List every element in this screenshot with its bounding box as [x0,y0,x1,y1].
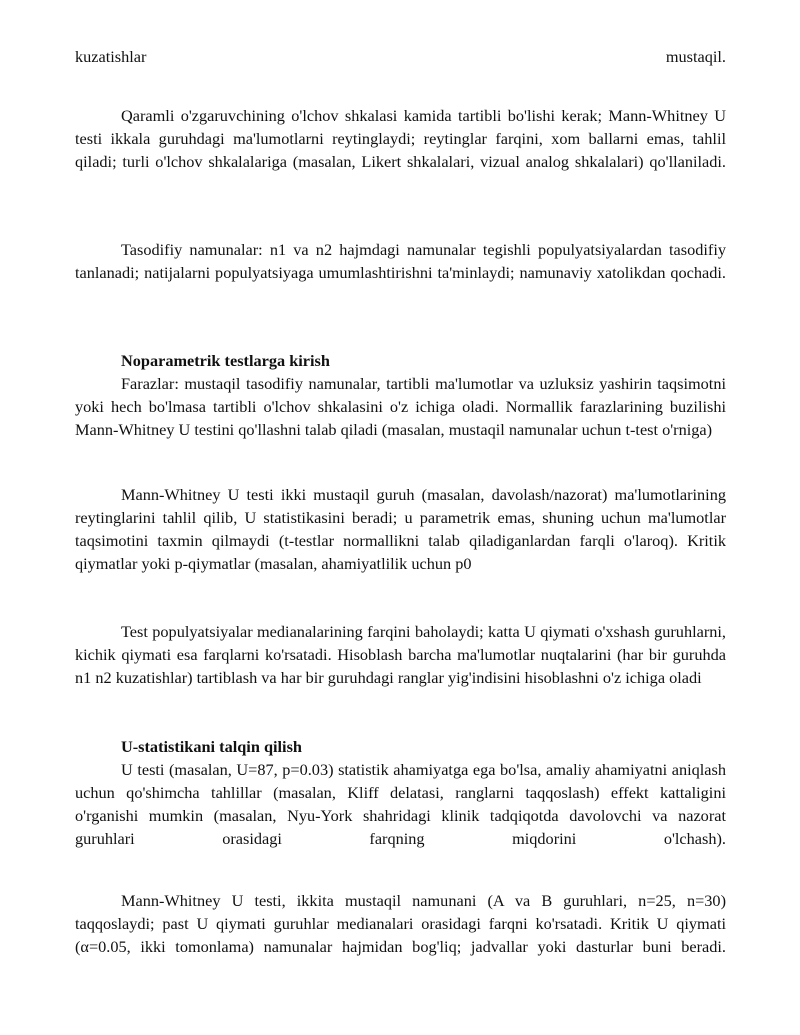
paragraph-comparison: Mann-Whitney U testi, ikkita mustaqil namunani (A va B guruhlari, n=25, n=30) taqqoslaydi; past U qiymati guruhlar medianalari orasidagi farqni ko'rsatadi. Kritik U qiymati (α=0.05, ikki tomonlama) namunalar hajmidan bog'liq; jadvallar yoki dasturlar buni beradi. [75,891,726,957]
heading-u-statistic: U-statistikani talqin qilish [121,737,302,756]
paragraph-assumptions: Farazlar: mustaqil tasodifiy namunalar, tartibli ma'lumotlar va uzluksiz yashirin taqsimotni yoki hech bo'lmasa tartibli o'lchov shkalasini o'z ichiga oladi. Normallik farazlarining buzilishi Mann-Whitney U testini qo'llashni talab qiladi (masalan, mustaqil namunalar uchun t-test o'rniga) [75,374,726,440]
top-line [75,45,726,68]
heading-nonparametric: Noparametrik testlarga kirish [121,351,330,370]
top-line-right: mustaqil. [665,47,726,66]
paragraph-medians: Test populyatsiyalar medianalarining farqini baholaydi; katta U qiymati o'xshash guruhlarni, kichik qiymati esa farqlarni ko'rsatadi. Hisoblash barcha ma'lumotlar nuqtalarini (har bir guruhda n1 n2 kuzatishlar) tartiblash va har bir guruhdagi ranglar yig'indisini hisoblashni o'z ichiga oladi [75,622,726,688]
paragraph-interpretation: U testi (masalan, U=87, p=0.03) statistik ahamiyatga ega bo'lsa, amaliy ahamiyatni aniqlash uchun qo'shimcha tahlillar (masalan, Kliff delatasi, ranglarni taqqoslash) effekt kattaligini o'rganishi mumkin (masalan, Nyu-York shahridagi klinik tadqiqotda davolovchi va nazorat guruhlari orasidagi farqning miqdorini o'lchash). [75,760,726,849]
top-line-left: kuzatishlar [75,47,147,66]
paragraph-scale: Qaramli o'zgaruvchining o'lchov shkalasi kamida tartibli bo'lishi kerak; Mann-Whitney U testi ikkala guruhdagi ma'lumotlarni reytinglaydi; reytinglar farqini, xom ballarni emas, tahlil qiladi; turli o'lchov shkalalariga (masalan, Likert shkalalari, vizual analog shkalalari) qo'llaniladi. [75,106,726,172]
paragraph-random-samples: Tasodifiy namunalar: n1 va n2 hajmdagi namunalar tegishli populyatsiyalardan tasodifiy tanlanadi; natijalarni populyatsiyaga umumlashtirishni ta'minlaydi; namunaviy xatolikdan qochadi. [75,240,726,283]
paragraph-mann-whitney: Mann-Whitney U testi ikki mustaqil guruh (masalan, davolash/nazorat) ma'lumotlarining reytinglarini tahlil qilib, U statistikasini beradi; u parametrik emas, shuning uchun ma'lumotlar taqsimotini taxmin qilmaydi (t-testlar normallikni talab qiladiganlardan farqli o'laroq). Kritik qiymatlar yoki p-qiymatlar (masalan, ahamiyatlilik uchun p0 [75,485,726,574]
